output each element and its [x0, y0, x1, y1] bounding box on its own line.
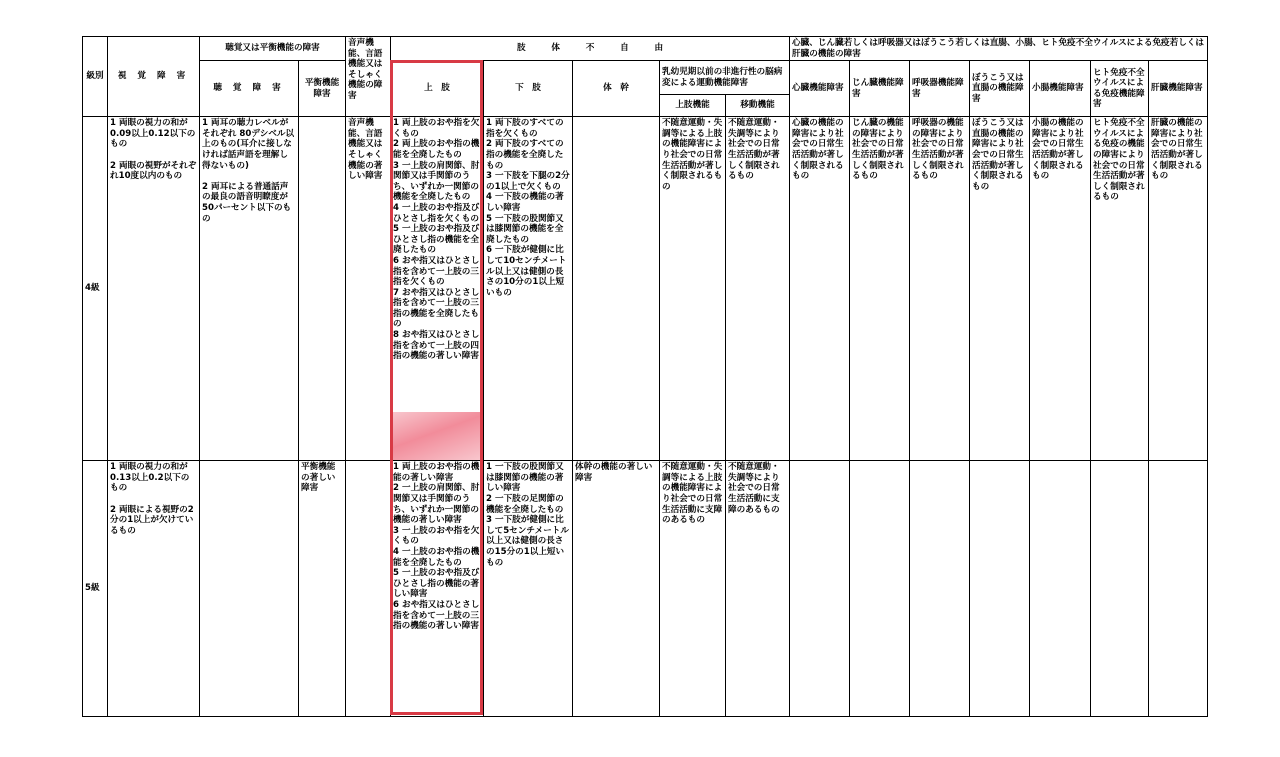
cell-respiratory: 呼吸器の機能の障害により社会での日常生活活動が著しく制限されるもの [910, 117, 970, 461]
header-movement-function: 移動機能 [726, 95, 790, 117]
cell-intestine: 小腸の機能の障害により社会での日常生活活動が著しく制限されるもの [1030, 117, 1091, 461]
header-upper-limb: 上 肢 [391, 61, 484, 117]
header-bladder-rectum: ぼうこう又は直腸の機能障害 [970, 61, 1030, 117]
cell-bladder-rectum: ぼうこう又は直腸の機能の障害により社会での日常生活活動が著しく制限されるもの [970, 117, 1030, 461]
cell-bladder-rectum [970, 461, 1030, 717]
header-internal-group: 心臓、じん臓若しくは呼吸器又はぼうこう若しくは直腸、小腸、ヒト免疫不全ウイルスによる免疫若しくは肝臓の機能の障害 [790, 37, 1208, 61]
header-hearing: 聴 覚 障 害 [200, 61, 299, 117]
header-hiv-immune: ヒト免疫不全ウイルスによる免疫機能障害 [1091, 61, 1149, 117]
cell-upper-limb-function: 不随意運動・失調等による上肢の機能障害により社会での日常生活活動に支障のあるもの [660, 461, 726, 717]
cell-respiratory [910, 461, 970, 717]
cell-visual: 1 両眼の視力の和が0.09以上0.12以下のもの 2 両眼の視野がそれぞれ10度以内のもの [108, 117, 200, 461]
header-trunk: 体 幹 [573, 61, 660, 117]
header-cerebral-group: 乳幼児期以前の非進行性の脳病変による運動機能障害 [660, 61, 790, 95]
cell-upper-limb: 1 両上肢のおや指を欠くもの 2 両上肢のおや指の機能を全廃したもの 3 一上肢の肩関節、肘関節又は手関節のうち、いずれか一関節の機能を全廃したもの 4 一上肢のおや指及びひとさし指を欠くもの 5 一上肢のおや指及びひとさし指の機能を全廃したもの 6 おや指又はひとさし指を含めて一上肢の三指を欠くもの 7 おや指又はひとさし指を含めて一上肢の三指の機能を全廃したもの 8 おや指又はひとさし指を含めて一上肢の四指の機能の著しい障害 [391, 117, 484, 461]
header-grade: 級別 [83, 37, 108, 117]
cell-lower-limb: 1 両下肢のすべての指を欠くもの 2 両下肢のすべての指の機能を全廃したもの 3 一下肢を下腿の2分の1以上で欠くもの 4 一下肢の機能の著しい障害 5 一下肢の股関節又は膝関節の機能を全廃したもの 6 一下肢が健側に比して10センチメートル以上又は健側の長さの10分の1以上短いもの [484, 117, 573, 461]
cell-movement-function: 不随意運動・失調等により社会での日常生活活動に支障のあるもの [726, 461, 790, 717]
header-voice-speech: 音声機能、言語機能又はそしゃく機能の障害 [346, 37, 391, 117]
cell-heart: 心臓の機能の障害により社会での日常生活活動が著しく制限されるもの [790, 117, 850, 461]
cell-upper-limb: 1 両上肢のおや指の機能の著しい障害 2 一上肢の肩関節、肘関節又は手関節のうち、いずれか一関節の機能の著しい障害 3 一上肢のおや指を欠くもの 4 一上肢のおや指の機能を全廃したもの 5 一上肢のおや指及びひとさし指の機能の著しい障害 6 おや指又はひとさし指を含めて一上肢の三指の機能の著しい障害 [391, 461, 484, 717]
cell-trunk [573, 117, 660, 461]
cell-balance: 平衡機能の著しい障害 [299, 461, 346, 717]
cell-liver [1149, 461, 1208, 717]
cell-movement-function: 不随意運動・失調等により社会での日常生活活動が著しく制限されるもの [726, 117, 790, 461]
cell-intestine [1030, 461, 1091, 717]
table-row [83, 117, 1208, 461]
header-heart: 心臓機能障害 [790, 61, 850, 117]
cell-hearing [200, 461, 299, 717]
cell-trunk: 体幹の機能の著しい障害 [573, 461, 660, 717]
cell-heart [790, 461, 850, 717]
grade-label-4: 4級 [83, 117, 108, 461]
cell-liver: 肝臓の機能の障害により社会での日常生活活動が著しく制限されるもの [1149, 117, 1208, 461]
header-intestine: 小腸機能障害 [1030, 61, 1091, 117]
cell-kidney [850, 461, 910, 717]
header-kidney: じん臓機能障害 [850, 61, 910, 117]
cell-upper-limb-function: 不随意運動・失調等による上肢の機能障害により社会での日常生活活動が著しく制限されるもの [660, 117, 726, 461]
header-upper-limb-function: 上肢機能 [660, 95, 726, 117]
cell-voice [346, 461, 391, 717]
cell-lower-limb: 1 一下肢の股関節又は膝関節の機能の著しい障害 2 一下肢の足関節の機能を全廃したもの 3 一下肢が健側に比して5センチメートル以上又は健側の長さの15分の1以上短いもの [484, 461, 573, 717]
table-row [83, 461, 1208, 717]
disability-grade-table [82, 36, 1208, 717]
header-hearing-balance-group: 聴覚又は平衡機能の障害 [200, 37, 346, 61]
header-respiratory: 呼吸器機能障害 [910, 61, 970, 117]
cell-voice: 音声機能、言語機能又はそしゃく機能の著しい障害 [346, 117, 391, 461]
header-balance: 平衡機能 障害 [299, 61, 346, 117]
grade-label-5: 5級 [83, 461, 108, 717]
cell-hearing: 1 両耳の聴力レベルがそれぞれ 80デシベル以上のもの(耳介に接しなければ話声語を理解し得ないもの) 2 両耳による普通話声の最良の語音明瞭度が50パーセント以下のもの [200, 117, 299, 461]
cell-balance [299, 117, 346, 461]
header-lower-limb: 下 肢 [484, 61, 573, 117]
header-visual: 視 覚 障 害 [108, 37, 200, 117]
cell-hiv-immune: ヒト免疫不全ウイルスによる免疫の機能の障害により社会での日常生活活動が著しく制限されるもの [1091, 117, 1149, 461]
header-limb-group: 肢 体 不 自 由 [391, 37, 790, 61]
cell-visual: 1 両眼の視力の和が0.13以上0.2以下のもの 2 両眼による視野の2分の1以上が欠けているもの [108, 461, 200, 717]
cell-kidney: じん臓の機能の障害により社会での日常生活活動が著しく制限されるもの [850, 117, 910, 461]
cell-hiv-immune [1091, 461, 1149, 717]
header-liver: 肝臓機能障害 [1149, 61, 1208, 117]
